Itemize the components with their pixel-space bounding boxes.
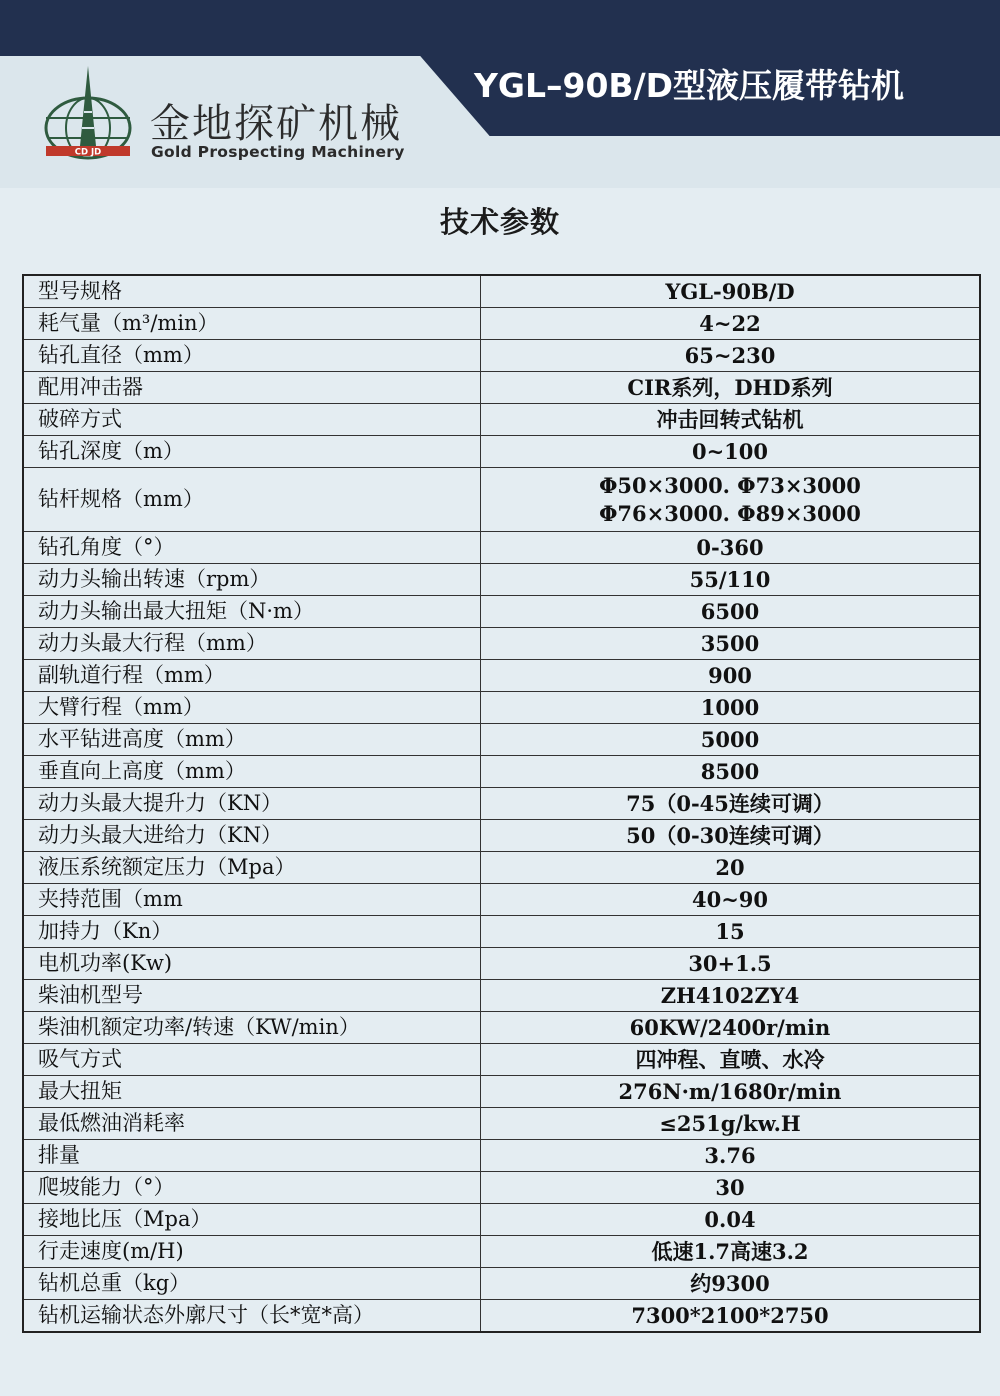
logo-text: CD JD	[74, 147, 102, 158]
spec-value: 冲击回转式钻机	[481, 404, 981, 436]
spec-label: 排量	[23, 1140, 481, 1172]
table-row	[23, 1044, 980, 1076]
spec-label: 垂直向上高度（mm）	[23, 756, 481, 788]
spec-value: 7300*2100*2750	[481, 1300, 981, 1333]
spec-value: 65~230	[481, 340, 981, 372]
spec-label: 动力头最大行程（mm）	[23, 628, 481, 660]
spec-value: 40~90	[481, 884, 981, 916]
spec-value: 0-360	[481, 532, 981, 564]
spec-label: 最低燃油消耗率	[23, 1108, 481, 1140]
spec-label: 电机功率(Kw)	[23, 948, 481, 980]
spec-value: 0.04	[481, 1204, 981, 1236]
spec-value: 8500	[481, 756, 981, 788]
spec-label: 钻杆规格（mm）	[23, 468, 481, 532]
spec-label: 接地比压（Mpa）	[23, 1204, 481, 1236]
table-row	[23, 1236, 980, 1268]
spec-value: 3500	[481, 628, 981, 660]
table-row	[23, 1204, 980, 1236]
brand-name-en: Gold Prospecting Machinery	[151, 143, 405, 161]
table-row	[23, 724, 980, 756]
spec-value: 60KW/2400r/min	[481, 1012, 981, 1044]
spec-label: 动力头输出转速（rpm）	[23, 564, 481, 596]
spec-value: 0~100	[481, 436, 981, 468]
table-row	[23, 1268, 980, 1300]
spec-label: 动力头输出最大扭矩（N·m）	[23, 596, 481, 628]
table-row	[23, 1140, 980, 1172]
spec-value: ZH4102ZY4	[481, 980, 981, 1012]
table-row	[23, 948, 980, 980]
table-row	[23, 980, 980, 1012]
spec-label: 最大扭矩	[23, 1076, 481, 1108]
spec-label: 钻孔深度（m）	[23, 436, 481, 468]
table-row	[23, 660, 980, 692]
spec-value: 900	[481, 660, 981, 692]
table-row	[23, 1076, 980, 1108]
table-row	[23, 340, 980, 372]
table-row	[23, 1012, 980, 1044]
company-logo-icon	[40, 62, 136, 168]
spec-table	[22, 274, 981, 1333]
spec-label: 钻机运输状态外廓尺寸（长*宽*高）	[23, 1300, 481, 1333]
spec-value: 15	[481, 916, 981, 948]
product-title: YGL–90B/D型液压履带钻机	[474, 66, 905, 105]
section-title: 技术参数	[439, 205, 560, 239]
table-row	[23, 852, 980, 884]
spec-value: 75（0-45连续可调）	[481, 788, 981, 820]
page-header	[0, 0, 1000, 188]
table-row	[23, 596, 980, 628]
spec-value: 6500	[481, 596, 981, 628]
spec-value: 55/110	[481, 564, 981, 596]
spec-value: 3.76	[481, 1140, 981, 1172]
table-row	[23, 628, 980, 660]
spec-label: 加持力（Kn）	[23, 916, 481, 948]
spec-value: 50（0-30连续可调）	[481, 820, 981, 852]
spec-label: 配用冲击器	[23, 372, 481, 404]
spec-value	[481, 468, 981, 532]
spec-label: 柴油机额定功率/转速（KW/min）	[23, 1012, 481, 1044]
spec-value: 30	[481, 1172, 981, 1204]
spec-label: 水平钻进高度（mm）	[23, 724, 481, 756]
spec-value-line: Φ50×3000. Φ73×3000	[599, 473, 861, 499]
table-row	[23, 788, 980, 820]
spec-label: 副轨道行程（mm）	[23, 660, 481, 692]
spec-label: 钻孔角度（°）	[23, 532, 481, 564]
spec-label: 行走速度(m/H)	[23, 1236, 481, 1268]
spec-label: 柴油机型号	[23, 980, 481, 1012]
table-row	[23, 404, 980, 436]
spec-value: 低速1.7高速3.2	[481, 1236, 981, 1268]
spec-label: 钻孔直径（mm）	[23, 340, 481, 372]
table-row	[23, 1172, 980, 1204]
spec-label: 大臂行程（mm）	[23, 692, 481, 724]
spec-label: 液压系统额定压力（Mpa）	[23, 852, 481, 884]
table-row	[23, 468, 980, 532]
spec-label: 钻机总重（kg）	[23, 1268, 481, 1300]
spec-value: 4~22	[481, 308, 981, 340]
spec-label: 夹持范围（mm	[23, 884, 481, 916]
table-row	[23, 916, 980, 948]
spec-value: ≤251g/kw.H	[481, 1108, 981, 1140]
table-row	[23, 532, 980, 564]
spec-label: 破碎方式	[23, 404, 481, 436]
spec-value: 1000	[481, 692, 981, 724]
table-row	[23, 275, 980, 308]
spec-label: 动力头最大进给力（KN）	[23, 820, 481, 852]
spec-label: 动力头最大提升力（KN）	[23, 788, 481, 820]
table-row	[23, 692, 980, 724]
table-row	[23, 884, 980, 916]
table-row	[23, 1300, 980, 1333]
spec-label: 型号规格	[23, 275, 481, 308]
table-row	[23, 1108, 980, 1140]
spec-label: 耗气量（m³/min）	[23, 308, 481, 340]
spec-value: 20	[481, 852, 981, 884]
spec-value-line: Φ76×3000. Φ89×3000	[599, 500, 861, 526]
spec-value: 30+1.5	[481, 948, 981, 980]
spec-label: 爬坡能力（°）	[23, 1172, 481, 1204]
table-row	[23, 372, 980, 404]
table-row	[23, 436, 980, 468]
spec-value: 5000	[481, 724, 981, 756]
spec-value: CIR系列，DHD系列	[481, 372, 981, 404]
spec-value: 四冲程、直喷、水冷	[481, 1044, 981, 1076]
table-row	[23, 564, 980, 596]
table-row	[23, 820, 980, 852]
brand-name-cn: 金地探矿机械	[150, 101, 402, 147]
spec-value: 约9300	[481, 1268, 981, 1300]
spec-label: 吸气方式	[23, 1044, 481, 1076]
table-row	[23, 756, 980, 788]
table-row	[23, 308, 980, 340]
spec-value: 276N·m/1680r/min	[481, 1076, 981, 1108]
spec-value: YGL-90B/D	[481, 275, 981, 308]
